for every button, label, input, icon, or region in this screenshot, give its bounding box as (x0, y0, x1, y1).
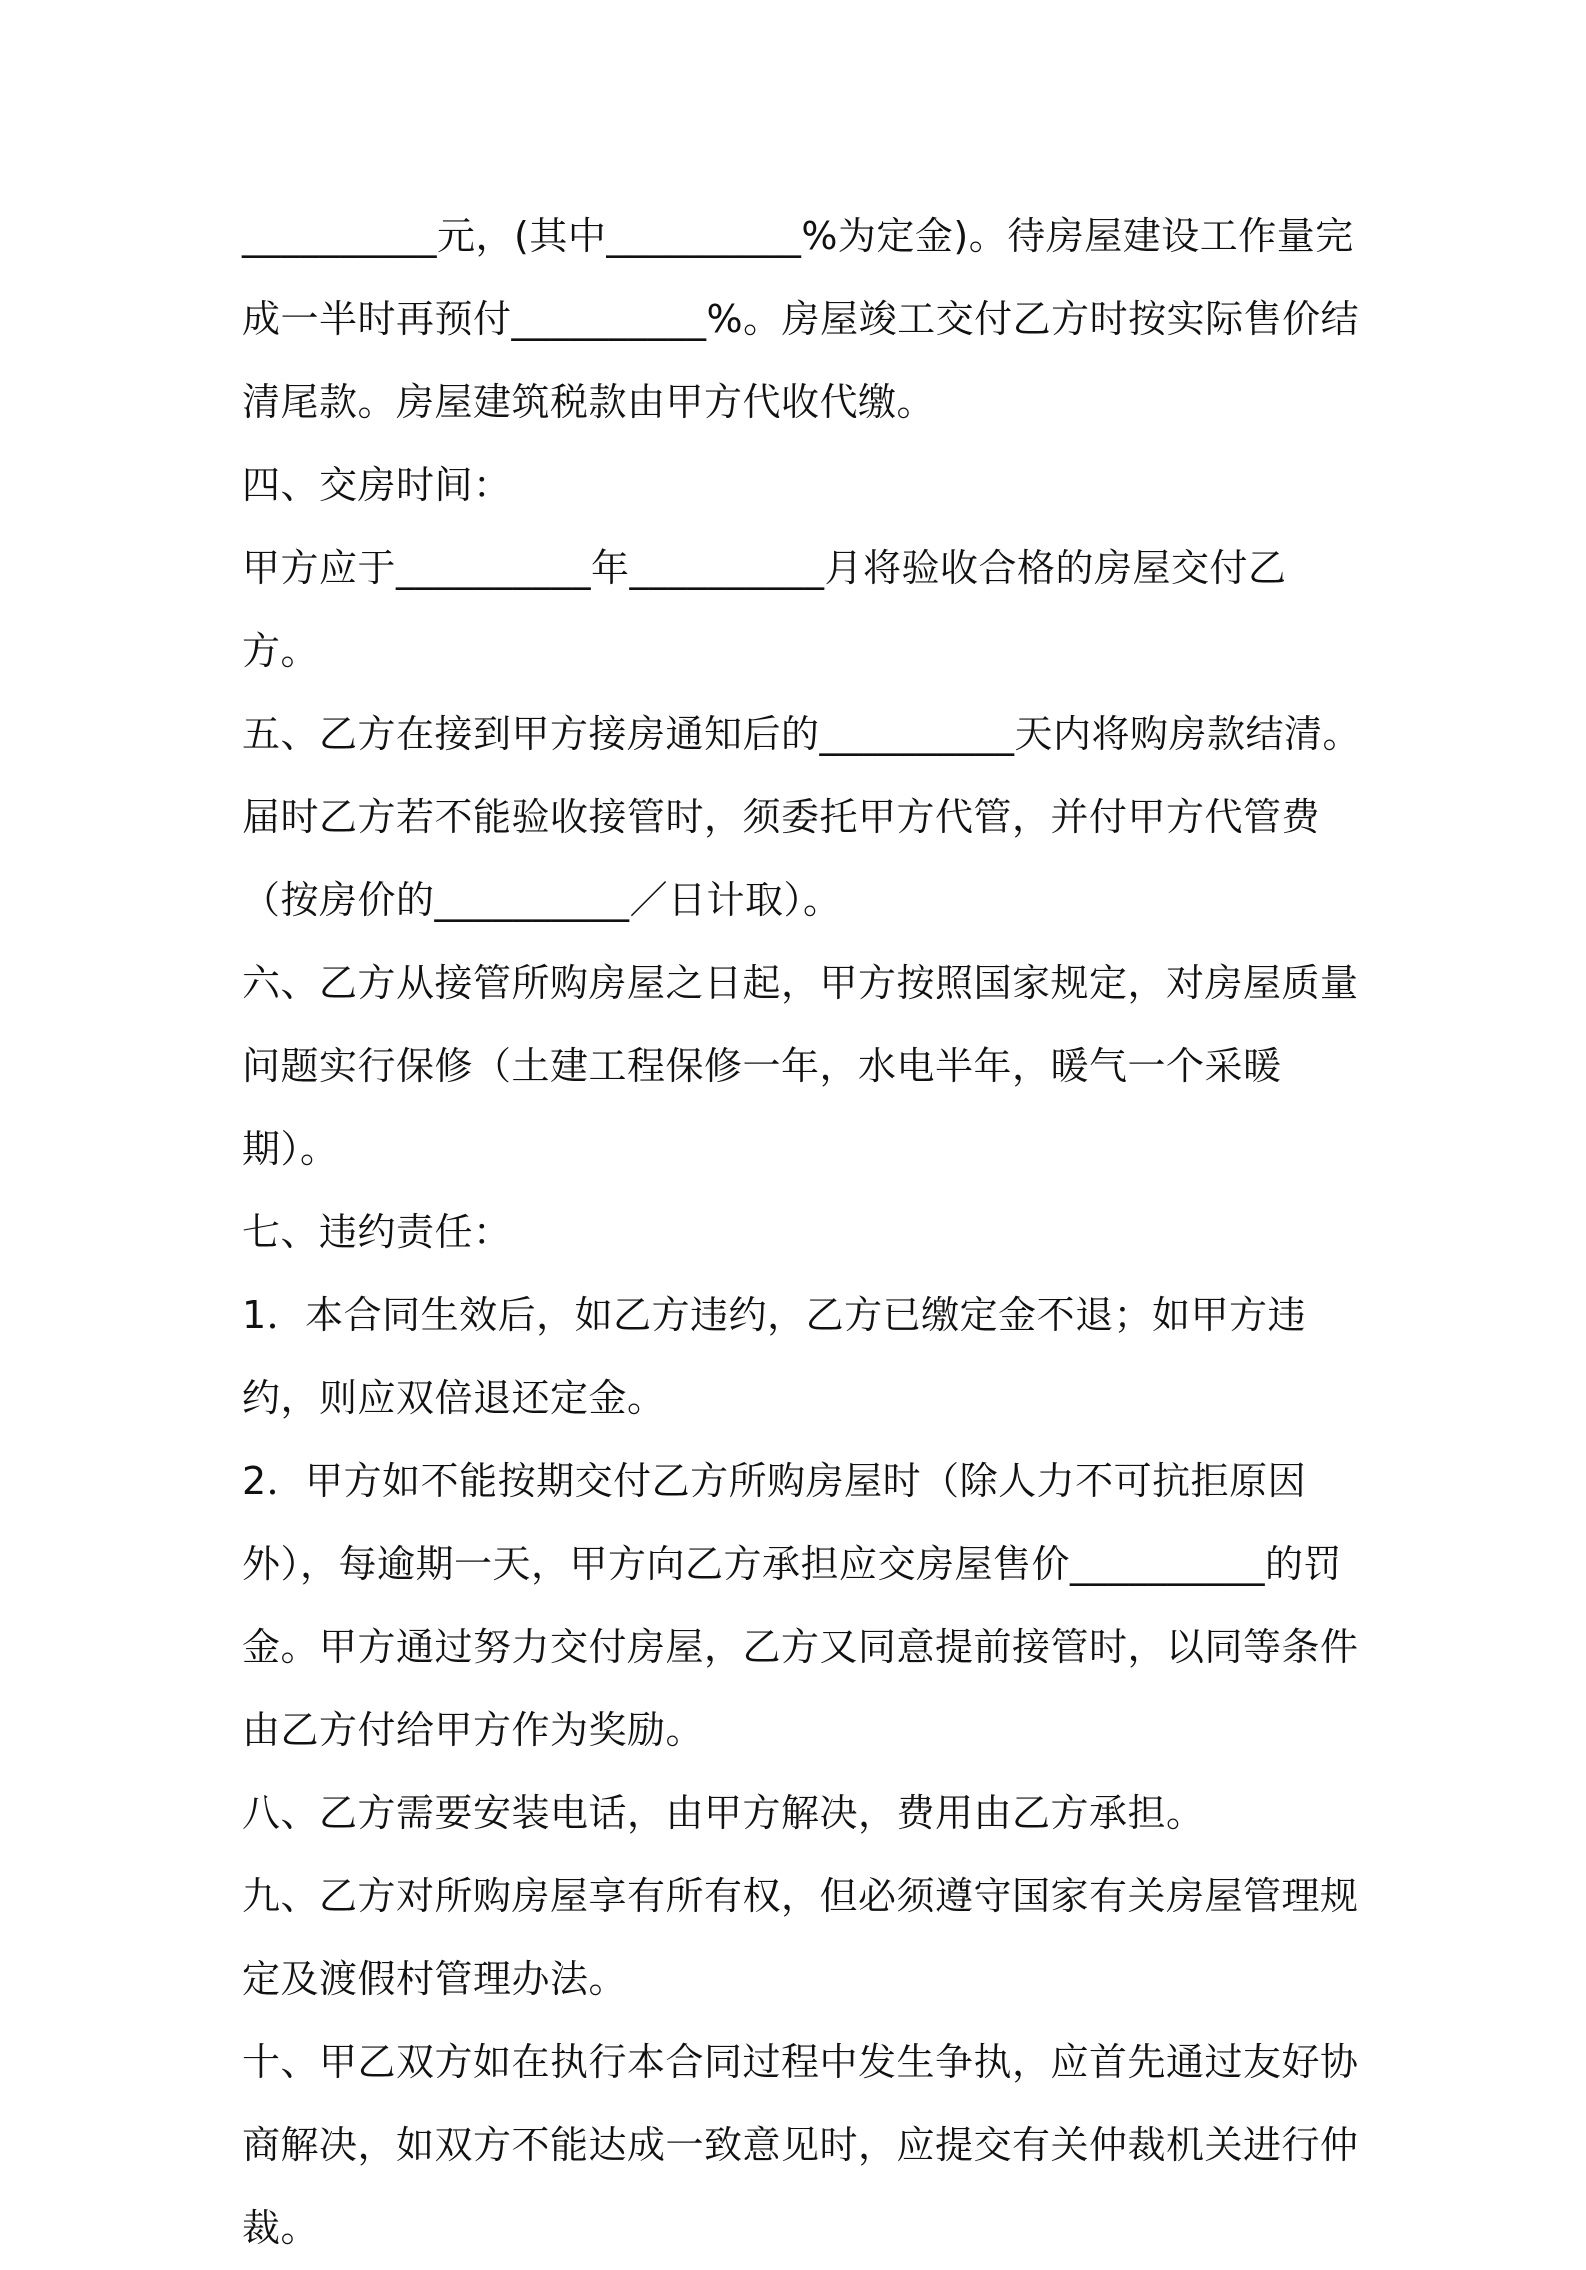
paragraph-disputes: 十、甲乙双方如在执行本合同过程中发生争执，应首先通过友好协商解决，如双方不能达成一致意见时，应提交有关仲裁机关进行仲裁。 (242, 2040, 1359, 2250)
section-heading-handover-time: 四、交房时间： (242, 463, 512, 507)
paragraph-liability-2: 2．甲方如不能按期交付乙方所购房屋时（除人力不可抗拒原因外），每逾期一天，甲方向乙方承担应交房屋售价__________的罚金。甲方通过努力交付房屋，乙方又同意提前接管时，以同等条件由乙方付给甲方作为奖励。 (242, 1459, 1359, 1752)
paragraph-telephone: 八、乙方需要安装电话，由甲方解决，费用由乙方承担。 (242, 1791, 1205, 1835)
paragraph-ownership: 九、乙方对所购房屋享有所有权，但必须遵守国家有关房屋管理规定及渡假村管理办法。 (242, 1874, 1359, 2001)
contract-body (242, 195, 1362, 2270)
paragraph-handover-date: 甲方应于__________年__________月将验收合格的房屋交付乙方。 (242, 546, 1287, 673)
paragraph-payment-terms: __________元，(其中__________%为定金)。待房屋建设工作量完成一半时再预付__________%。房屋竣工交付乙方时按实际售价结清尾款。房屋建筑税款由甲方代收代缴。 (242, 214, 1360, 424)
paragraph-liability-1: 1．本合同生效后，如乙方违约，乙方已缴定金不退；如甲方违约，则应双倍退还定金。 (242, 1293, 1307, 1420)
paragraph-settlement: 五、乙方在接到甲方接房通知后的__________天内将购房款结清。届时乙方若不能验收接管时，须委托甲方代管，并付甲方代管费（按房价的__________／日计取）。 (242, 712, 1362, 922)
paragraph-warranty: 六、乙方从接管所购房屋之日起，甲方按照国家规定，对房屋质量问题实行保修（土建工程保修一年，水电半年，暖气一个采暖期）。 (242, 961, 1359, 1171)
section-heading-liability: 七、违约责任： (242, 1210, 512, 1254)
